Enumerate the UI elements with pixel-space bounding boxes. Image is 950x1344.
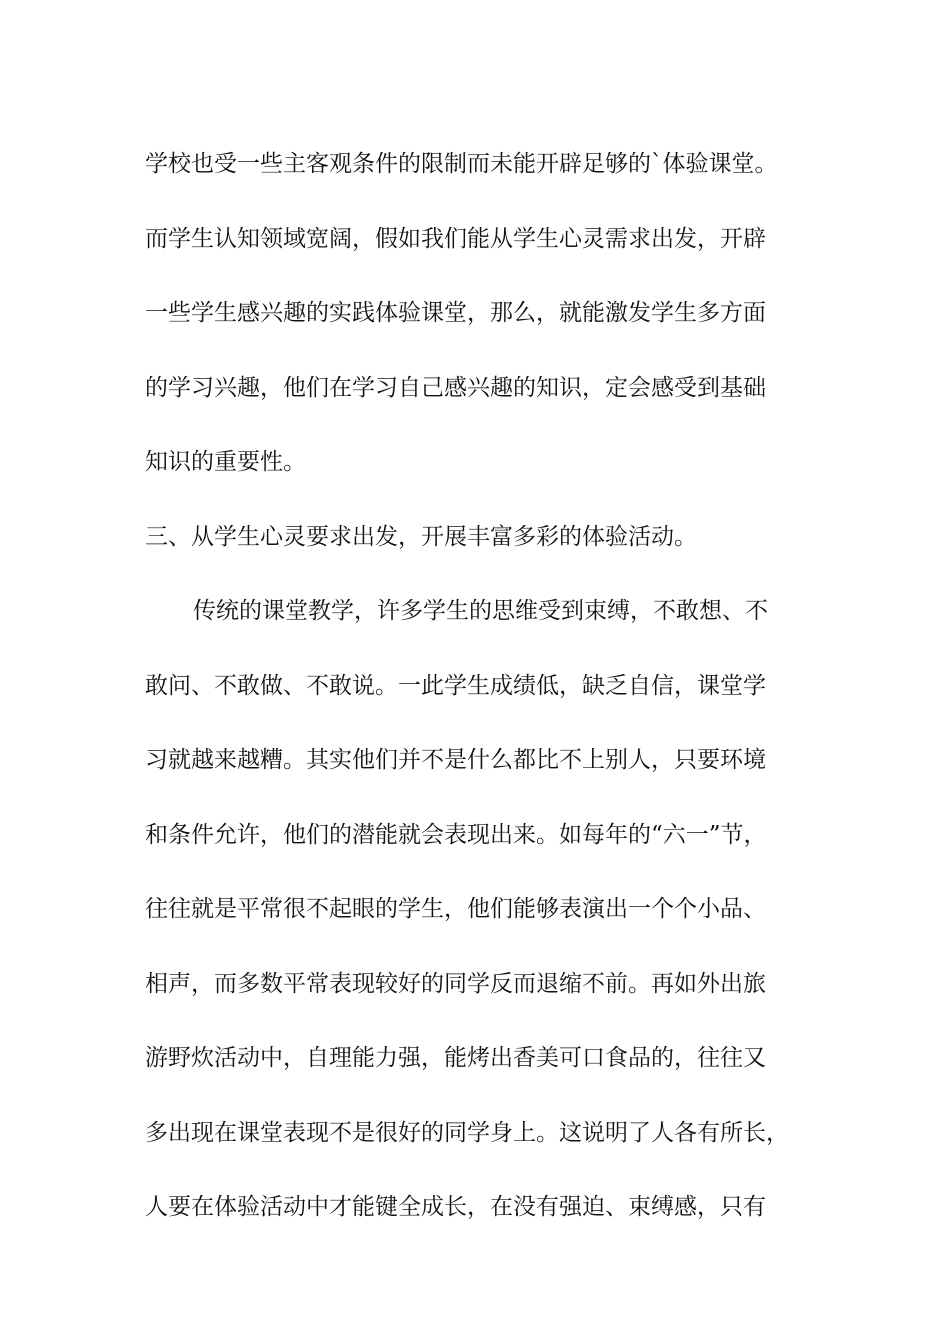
text-line: 多出现在课堂表现不是很好的同学身上。这说明了人各有所长， <box>145 1119 789 1146</box>
document-body <box>145 127 825 1245</box>
text-line: 往往就是平常很不起眼的学生，他们能够表演出一个个小品、 <box>145 896 766 922</box>
text-line: 习就越来越糟。其实他们并不是什么都比不上别人，只要环境 <box>145 747 766 773</box>
text-line: 人要在体验活动中才能键全成长，在没有强迫、束缚感，只有 <box>145 1194 766 1220</box>
text-line: 敢问、不敢做、不敢说。一此学生成绩低，缺乏自信，课堂学 <box>145 672 766 699</box>
text-line: 学校也受一些主客观条件的限制而未能开辟足够的`体验课堂。 <box>145 151 778 177</box>
text-line: 一些学生感兴趣的实践体验课堂，那么，就能激发学生多方面 <box>145 300 766 326</box>
text-line: 的学习兴趣，他们在学习自己感兴趣的知识，定会感受到基础 <box>145 374 766 401</box>
text-line: 相声，而多数平常表现较好的同学反而退缩不前。再如外出旅 <box>145 970 766 997</box>
section-heading: 三、从学生心灵要求出发，开展丰富多彩的体验活动。 <box>145 523 697 550</box>
text-line: 和条件允许，他们的潜能就会表现出来。如每年的“六一”节， <box>145 821 767 848</box>
text-line: 而学生认知领域宽阔，假如我们能从学生心灵需求出发，开辟 <box>145 225 766 252</box>
text-line: 知识的重要性。 <box>145 449 306 475</box>
paragraph-first-line: 传统的课堂教学，许多学生的思维受到束缚，不敢想、不 <box>193 598 768 624</box>
text-line: 游野炊活动中，自理能力强，能烤出香美可口食品的，往往又 <box>145 1045 766 1071</box>
